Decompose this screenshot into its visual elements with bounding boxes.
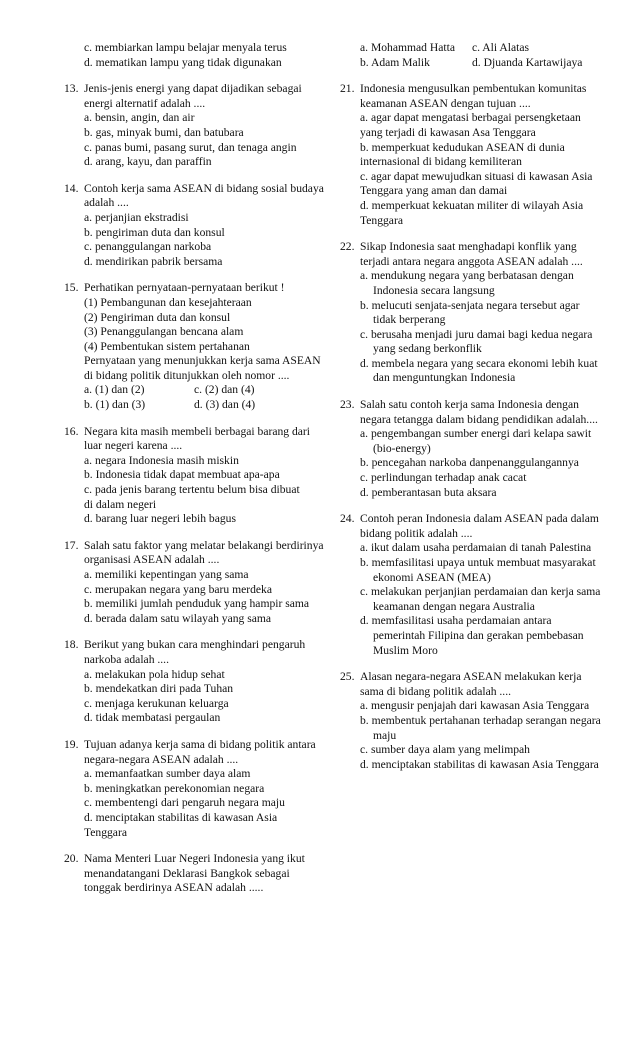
option-d: d. memfasilitasi usaha perdamaian antara pemerintah Filipina dan gerakan pembebasan Muslim Moro (360, 614, 584, 657)
question-text: Nama Menteri Luar Negeri Indonesia yang ikut menandatangani Deklarasi Bangkok sebagai tonggak berdirinya ASEAN adalah ..... (84, 852, 305, 895)
option-a: a. mendukung negara yang berbatasan dengan Indonesia secara langsung (360, 269, 574, 297)
question-16 (64, 425, 326, 527)
options-row-2 (340, 56, 602, 71)
option-c: c. perlindungan terhadap anak cacat (360, 471, 527, 485)
right-column (340, 41, 602, 784)
statement-2: (2) Pengiriman duta dan konsul (84, 310, 231, 324)
option-c: c. berusaha menjadi juru damai bagi kedua negara yang sedang berkonflik (360, 327, 593, 356)
option-b: b. memiliki jumlah penduduk yang hampir sama (84, 597, 310, 611)
question-text: Tujuan adanya kerja sama di bidang politik antara negara-negara ASEAN adalah .... (84, 737, 316, 766)
options-row-1 (340, 41, 602, 56)
question-number: 24. (340, 512, 355, 526)
option-b: b. meningkatkan perekonomian negara (84, 781, 265, 795)
option-c: c. sumber daya alam yang melimpah (360, 743, 530, 757)
question-12-continuation (64, 41, 326, 70)
question-22 (340, 240, 602, 386)
question-number: 14. (64, 181, 79, 195)
question-13 (64, 82, 326, 170)
option-a: a. melakukan pola hidup sehat (84, 667, 225, 681)
question-number: 17. (64, 538, 79, 552)
option-c: c. penanggulangan narkoba (84, 240, 212, 254)
option-c: c. Ali Alatas (472, 41, 529, 54)
question-25 (340, 670, 602, 772)
question-number: 25. (340, 670, 355, 684)
option-d: d. mendirikan pabrik bersama (84, 254, 223, 268)
option-b: b. (1) dan (3) (84, 398, 146, 412)
option-a: a. Mohammad Hatta (360, 41, 455, 54)
option-b: b. memfasilitasi upaya untuk membuat masyarakat ekonomi ASEAN (MEA) (360, 556, 596, 584)
question-number: 18. (64, 638, 79, 652)
option-b: b. Adam Malik (360, 55, 430, 69)
question-text: Berikut yang bukan cara menghindari pengaruh narkoba adalah .... (84, 638, 306, 666)
question-23 (340, 398, 602, 500)
question-text: Perhatikan pernyataan-pernyataan berikut ! (84, 281, 285, 295)
option-d: d. menciptakan stabilitas di kawasan Asia Tenggara (360, 757, 599, 771)
options-row-1 (64, 383, 326, 398)
option-d: d. menciptakan stabilitas di kawasan Asia (84, 810, 278, 824)
option-a: a. (1) dan (2) (84, 383, 145, 397)
question-18 (64, 638, 326, 726)
question-text: Negara kita masih membeli berbagai barang dari luar negeri karena .... (84, 424, 310, 453)
option-d: d. pemberantasan buta aksara (360, 485, 497, 499)
option-d-continuation: Tenggara (84, 825, 127, 839)
question-text: Contoh kerja sama ASEAN di bidang sosial budaya adalah .... (84, 181, 324, 210)
option-c: c. membentengi dari pengaruh negara maju (84, 796, 285, 810)
option-b: b. gas, minyak bumi, dan batubara (84, 125, 244, 139)
option-a: a. bensin, angin, dan air (84, 111, 195, 125)
question-15 (64, 281, 326, 412)
question-19 (64, 738, 326, 840)
question-14 (64, 182, 326, 270)
question-text: Jenis-jenis energi yang dapat dijadikan sebagai energi alternatif adalah .... (84, 82, 302, 110)
question-17 (64, 539, 326, 627)
option-a: a. pengembangan sumber energi dari kelapa sawit (bio-energy) (360, 427, 592, 455)
option-d: d. memperkuat kekuatan militer di wilayah Asia Tenggara (360, 198, 584, 227)
option-d: d. barang luar negeri lebih bagus (84, 512, 236, 526)
option-b: b. melucuti senjata-senjata negara tersebut agar tidak berperang (360, 298, 580, 327)
question-number: 15. (64, 281, 79, 295)
option-b: b. mendekatkan diri pada Tuhan (84, 682, 234, 696)
question-number: 19. (64, 737, 79, 751)
question-text: Alasan negara-negara ASEAN melakukan kerja sama di bidang politik adalah .... (360, 670, 582, 698)
question-20-options (340, 41, 602, 70)
option-c: c. (2) dan (4) (194, 383, 255, 397)
option-d: d. membela negara yang secara ekonomi lebih kuat dan menguntungkan Indonesia (360, 356, 598, 385)
option-d: d. arang, kayu, dan paraffin (84, 155, 212, 169)
option-c: c. membiarkan lampu belajar menyala terus (84, 41, 287, 54)
statement-3: (3) Penanggulangan bencana alam (84, 325, 244, 339)
question-24 (340, 512, 602, 658)
option-a: a. agar dapat mengatasi berbagai persengketaan yang terjadi di kawasan Asa Tenggara (360, 111, 581, 139)
option-c: c. merupakan negara yang baru merdeka (84, 582, 272, 596)
option-d: d. berada dalam satu wilayah yang sama (84, 611, 272, 625)
option-c: c. agar dapat mewujudkan situasi di kawasan Asia Tenggara yang aman dan damai (360, 169, 593, 198)
option-b: b. Indonesia tidak dapat membuat apa-apa (84, 468, 280, 482)
options-row-2 (64, 398, 326, 413)
option-b: b. memperkuat kedudukan ASEAN di dunia internasional di bidang kemiliteran (360, 140, 565, 169)
option-a: a. memiliki kepentingan yang sama (84, 568, 249, 581)
statement-1: (1) Pembangunan dan kesejahteraan (84, 295, 252, 309)
question-text: Salah satu contoh kerja sama Indonesia dengan negara tetangga dalam bidang pendidikan adalah.... (360, 398, 598, 426)
statement-4: (4) Pembentukan sistem pertahanan (84, 339, 250, 353)
option-b: b. membentuk pertahanan terhadap serangan negara maju (360, 713, 601, 742)
option-d: d. Djuanda Kartawijaya (472, 55, 583, 69)
option-c: c. melakukan perjanjian perdamaian dan kerja sama keamanan dengan negara Australia (360, 585, 601, 613)
option-c: c. menjaga kerukunan keluarga (84, 696, 229, 710)
option-a: a. memanfaatkan sumber daya alam (84, 767, 251, 781)
option-d: d. tidak membatasi pergaulan (84, 711, 221, 725)
question-number: 22. (340, 240, 355, 254)
question-number: 16. (64, 424, 79, 438)
option-b: b. pengiriman duta dan konsul (84, 225, 225, 239)
question-number: 21. (340, 82, 355, 96)
question-text: Indonesia mengusulkan pembentukan komunitas keamanan ASEAN dengan tujuan .... (360, 82, 587, 110)
option-a: a. perjanjian ekstradisi (84, 210, 189, 224)
question-number: 20. (64, 852, 79, 866)
question-20 (64, 852, 326, 896)
option-d: d. mematikan lampu yang tidak digunakan (84, 55, 282, 69)
question-stem: Pernyataan yang menunjukkan kerja sama ASEAN di bidang politik ditunjukkan oleh nomor .... (84, 354, 321, 382)
question-number: 23. (340, 398, 355, 412)
question-text: Salah satu faktor yang melatar belakangi berdirinya organisasi ASEAN adalah .... (84, 538, 324, 567)
question-text: Contoh peran Indonesia dalam ASEAN pada dalam bidang politik adalah .... (360, 512, 599, 540)
option-c: c. pada jenis barang tertentu belum bisa dibuat (84, 483, 300, 497)
question-text: Sikap Indonesia saat menghadapi konflik yang terjadi antara negara anggota ASEAN adalah .... (360, 240, 583, 268)
option-a: a. ikut dalam usaha perdamaian di tanah Palestina (360, 541, 592, 555)
question-21 (340, 82, 602, 228)
option-d: d. (3) dan (4) (194, 398, 256, 412)
question-number: 13. (64, 82, 79, 96)
left-column (64, 41, 326, 908)
option-a: a. negara Indonesia masih miskin (84, 453, 239, 467)
option-a: a. mengusir penjajah dari kawasan Asia Tenggara (360, 699, 590, 713)
option-c: c. panas bumi, pasang surut, dan tenaga angin (84, 140, 297, 154)
option-c-continuation: di dalam negeri (84, 497, 157, 511)
option-b: b. pencegahan narkoba danpenanggulangannya (360, 456, 579, 470)
